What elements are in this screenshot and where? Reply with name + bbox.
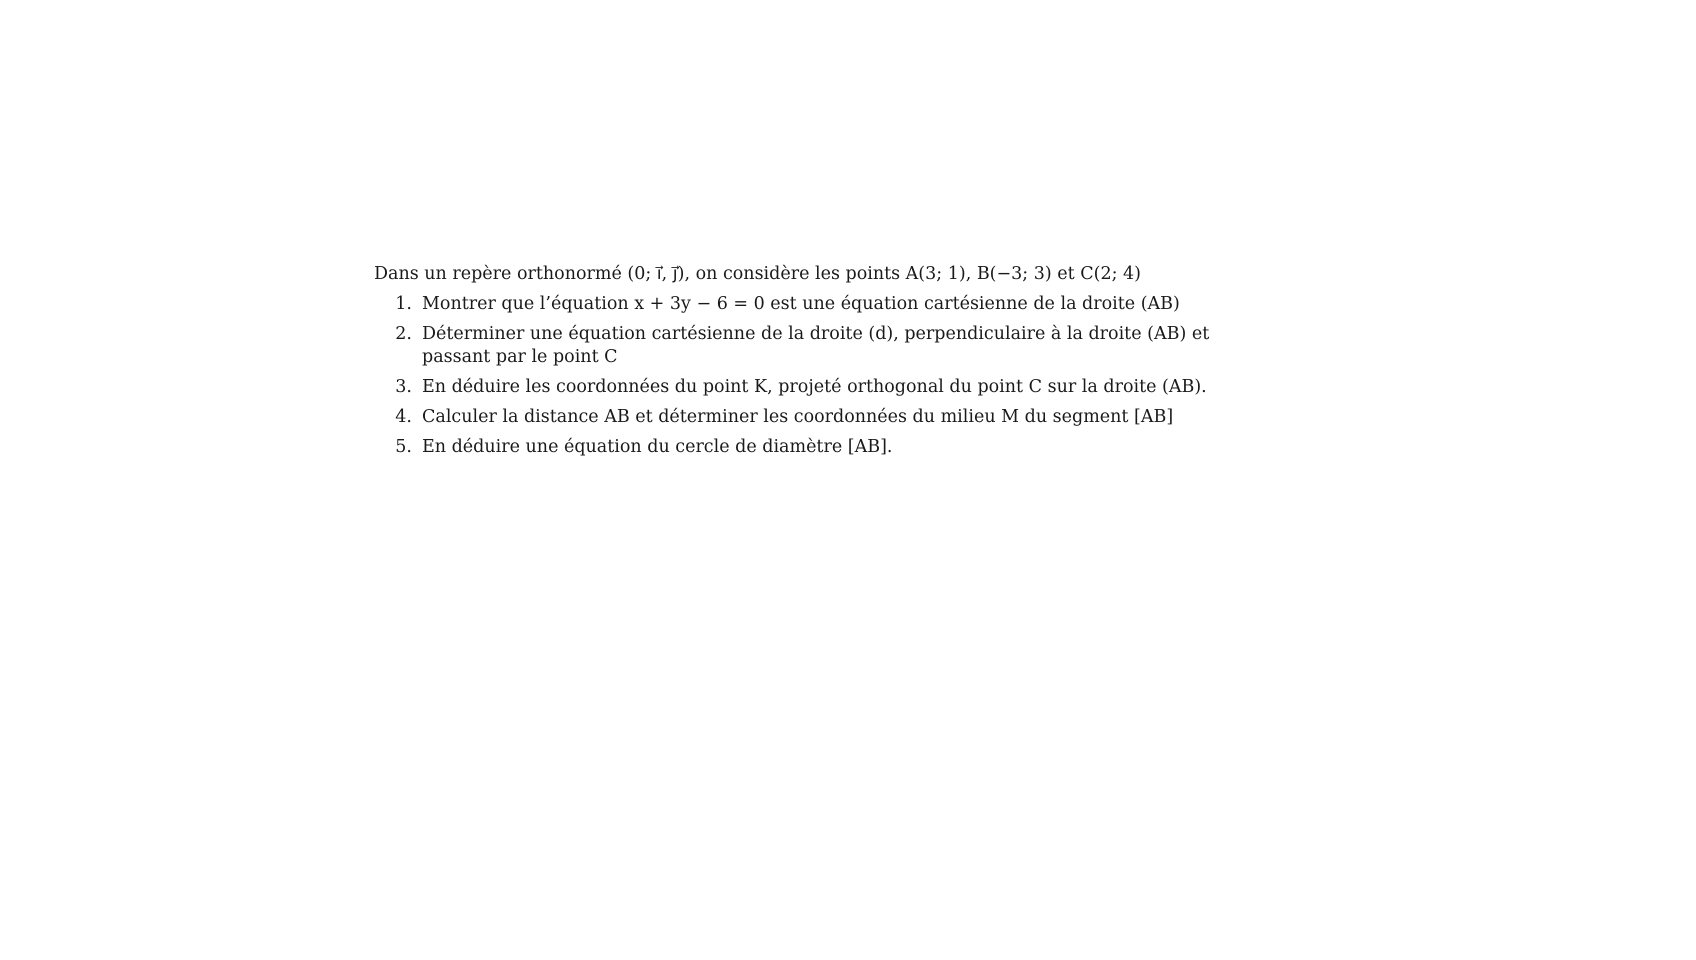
question-number: 4.: [395, 407, 412, 427]
question-item: [374, 376, 1234, 399]
question-item: [374, 406, 1234, 429]
question-text: En déduire les coordonnées du point K, projeté orthogonal du point C sur la droite (AB).: [422, 377, 1207, 397]
question-number: 5.: [395, 437, 412, 457]
question-text: Calculer la distance AB et déterminer les coordonnées du milieu M du segment [AB]: [422, 407, 1174, 427]
question-item: [374, 436, 1234, 459]
question-text: Montrer que l’équation x + 3y − 6 = 0 est une équation cartésienne de la droite (AB): [422, 294, 1180, 314]
question-text: Déterminer une équation cartésienne de la droite (d), perpendiculaire à la droite (AB) et passant par le point C: [422, 324, 1210, 367]
question-number: 3.: [395, 377, 412, 397]
question-item: [374, 293, 1234, 316]
exercise-block: [374, 263, 1234, 466]
question-item: [374, 323, 1234, 369]
question-list: [374, 293, 1234, 459]
question-number: 2.: [395, 324, 412, 344]
exercise-intro: Dans un repère orthonormé (0; i⃗, j⃗), on considère les points A(3; 1), B(−3; 3) et C(2; 4): [374, 264, 1142, 284]
question-number: 1.: [395, 294, 412, 314]
question-text: En déduire une équation du cercle de diamètre [AB].: [422, 437, 893, 457]
